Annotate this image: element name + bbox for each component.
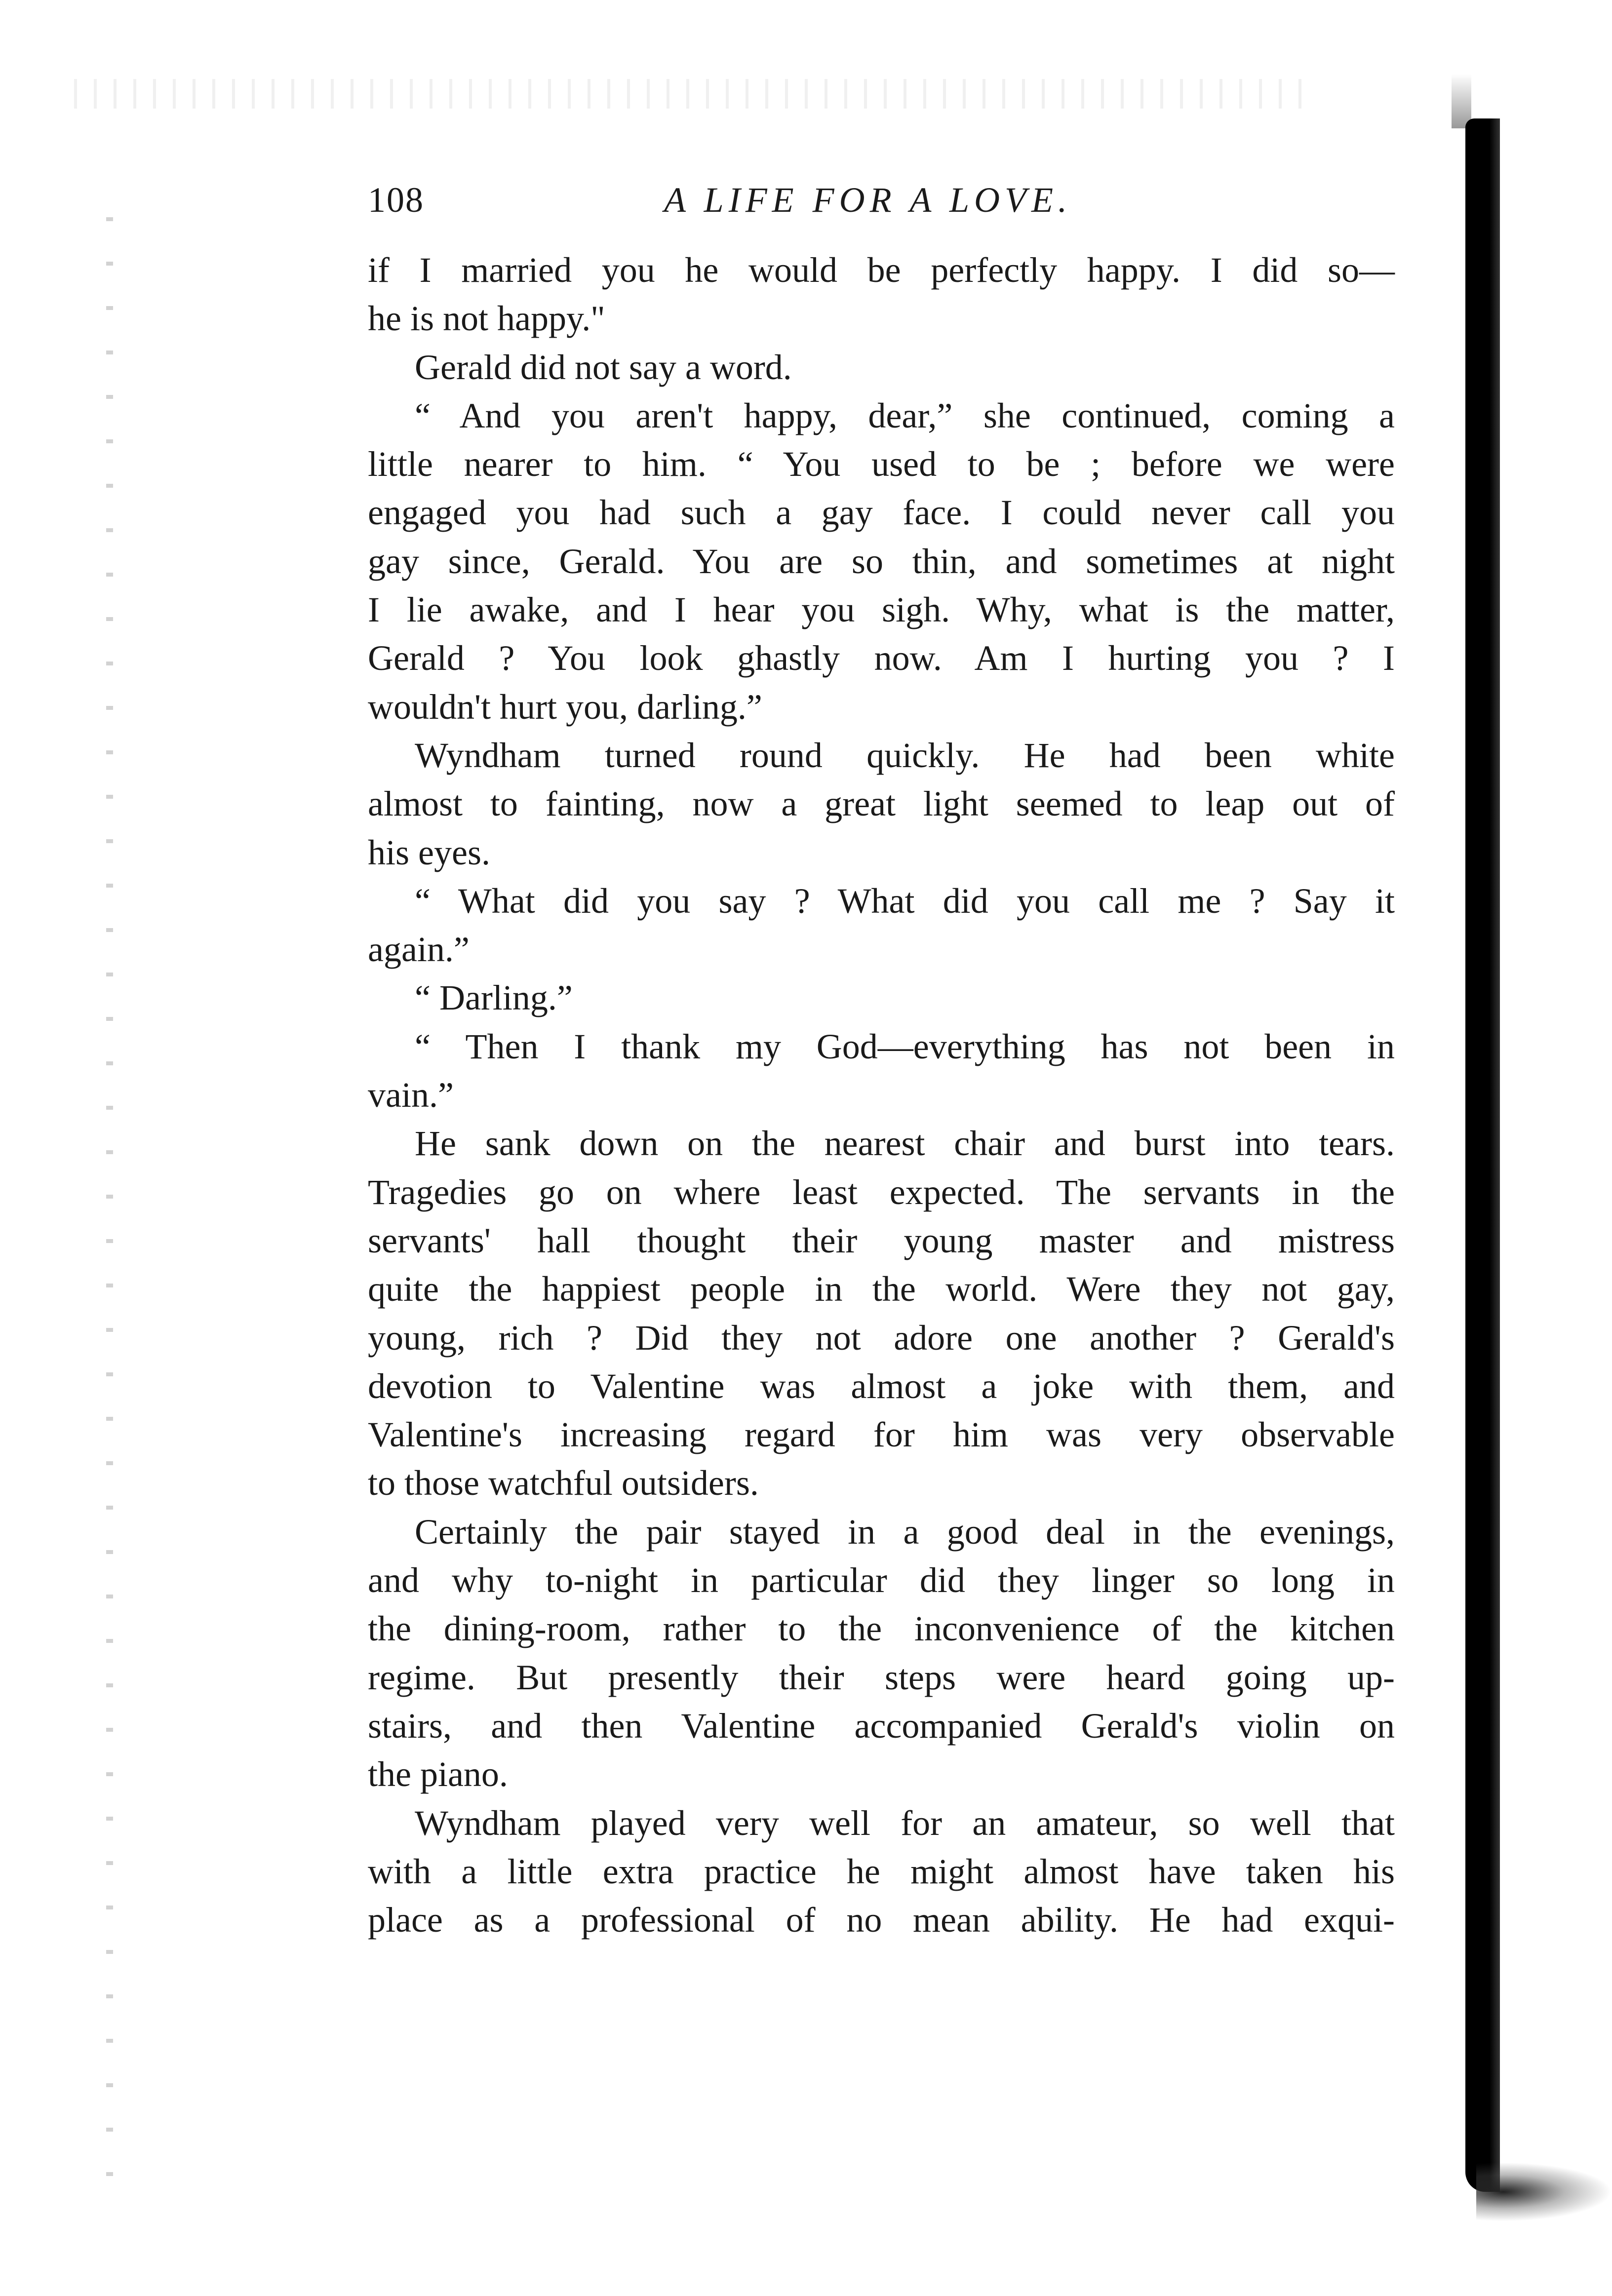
text-line: place as a professional of no mean ability. He had exqui- — [368, 1900, 1395, 1940]
page-header — [368, 170, 1395, 230]
text-line: devotion to Valentine was almost a joke with them, and — [368, 1366, 1395, 1406]
text-line: Wyndham played very well for an amateur, so well that — [415, 1803, 1395, 1843]
text-line: if I married you he would be perfectly happy. I did so— — [368, 250, 1395, 290]
text-line: to those watchful outsiders. — [368, 1463, 759, 1503]
binding-shadow-foot — [1476, 2162, 1612, 2221]
text-line: Certainly the pair stayed in a good deal in the evenings, — [415, 1512, 1395, 1552]
text-line: I lie awake, and I hear you sigh. Why, what is the matter, — [368, 590, 1395, 630]
text-line: stairs, and then Valentine accompanied Gerald's violin on — [368, 1706, 1395, 1746]
text-line: Valentine's increasing regard for him was very observable — [368, 1415, 1395, 1455]
text-line: vain.” — [368, 1075, 454, 1115]
running-title: A LIFE FOR A LOVE. — [664, 180, 1072, 220]
text-line: almost to fainting, now a great light seemed to leap out of — [368, 784, 1395, 824]
text-line: quite the happiest people in the world. Were they not gay, — [368, 1269, 1395, 1309]
text-line: the dining-room, rather to the inconvenience of the kitchen — [368, 1609, 1395, 1649]
scan-speckle-left — [106, 217, 113, 2192]
text-line: Gerald did not say a word. — [415, 347, 792, 387]
text-line: “ Darling.” — [415, 978, 573, 1018]
text-line: He sank down on the nearest chair and burst into tears. — [415, 1124, 1395, 1164]
text-line: servants' hall thought their young master and mistress — [368, 1220, 1395, 1260]
text-line: the piano. — [368, 1754, 508, 1794]
text-line: Wyndham turned round quickly. He had been white — [415, 735, 1395, 775]
scan-speckle-top — [74, 79, 1308, 109]
text-line: with a little extra practice he might almost have taken his — [368, 1851, 1395, 1891]
text-line: “ Then I thank my God—everything has not been in — [415, 1026, 1395, 1066]
text-line: Gerald ? You look ghastly now. Am I hurting you ? I — [368, 638, 1395, 678]
text-line: and why to-night in particular did they linger so long in — [368, 1560, 1395, 1600]
binding-shadow — [1465, 118, 1500, 2192]
text-line: “ And you aren't happy, dear,” she continued, coming a — [415, 395, 1395, 435]
text-line: his eyes. — [368, 832, 490, 872]
text-line: regime. But presently their steps were heard going up- — [368, 1657, 1395, 1697]
text-line: again.” — [368, 930, 470, 970]
text-line: “ What did you say ? What did you call me ? Say it — [415, 881, 1395, 921]
text-line: little nearer to him. “ You used to be ; before we were — [368, 444, 1395, 484]
text-line: young, rich ? Did they not adore one another ? Gerald's — [368, 1318, 1395, 1358]
text-line: gay since, Gerald. You are so thin, and sometimes at night — [368, 541, 1395, 581]
text-line: engaged you had such a gay face. I could never call you — [368, 493, 1395, 533]
text-line: wouldn't hurt you, darling.” — [368, 687, 762, 727]
body-text — [368, 246, 1395, 1944]
text-line: Tragedies go on where least expected. The servants in the — [368, 1172, 1395, 1212]
page-number: 108 — [368, 180, 424, 220]
text-line: he is not happy." — [368, 299, 605, 339]
